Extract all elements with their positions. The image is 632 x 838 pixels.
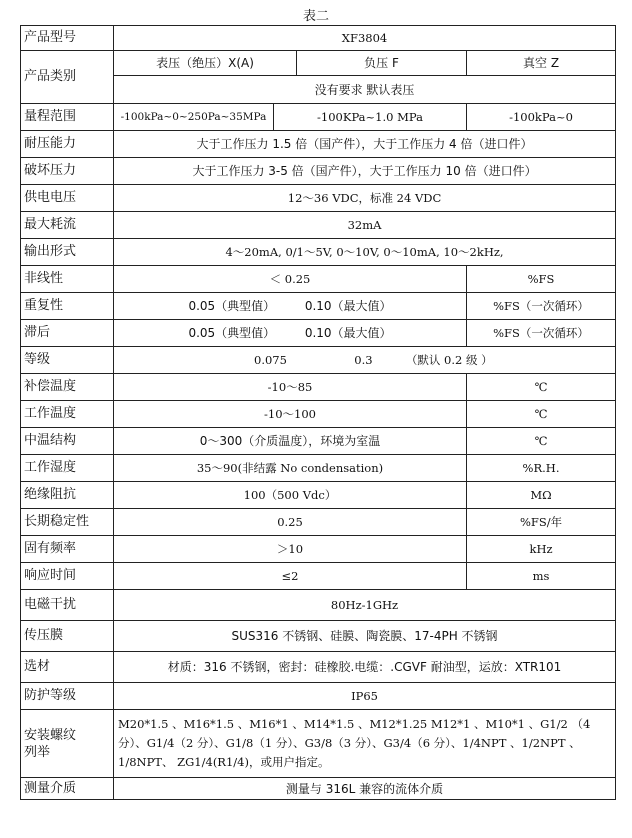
label-comp-temp: 补偿温度 bbox=[21, 374, 114, 401]
value-output: 4～20mA, 0/1～5V, 0～10V, 0～10mA, 10～2kHz, bbox=[114, 239, 616, 266]
value-nonlinearity: ＜ 0.25 bbox=[114, 266, 467, 293]
label-threads bbox=[21, 710, 114, 778]
range-gauge: -100kPa~0~250Pa~35MPa bbox=[114, 104, 274, 131]
hysteresis-typical: 0.05（典型值） bbox=[188, 326, 276, 340]
label-burst: 破坏压力 bbox=[21, 158, 114, 185]
repeatability-max: 0.10（最大值） bbox=[304, 299, 392, 313]
label-humidity: 工作湿度 bbox=[21, 455, 114, 482]
row-overload bbox=[21, 131, 616, 158]
value-insulation: 100（500 Vdc） bbox=[114, 482, 467, 509]
value-model: XF3804 bbox=[114, 26, 616, 51]
row-frequency bbox=[21, 536, 616, 563]
value-threads: M20*1.5 、M16*1.5 、M16*1 、M14*1.5 、M12*1.25 M12*1 、M10*1 、G1/2 （4 分）、G1/4（2 分）、G1/8（1 分）、G3/8（3 分）、G3/4（6 分）、1/4NPT 、1/2NPT 、1/8NPT、 ZG1/4(R1/4)，或用户指定。 bbox=[114, 710, 616, 778]
label-material: 选材 bbox=[21, 652, 114, 683]
grade-v3: （默认 0.2 级 ） bbox=[405, 353, 493, 367]
label-medium: 测量介质 bbox=[21, 778, 114, 800]
row-medium bbox=[21, 778, 616, 800]
value-supply: 12～36 VDC，标准 24 VDC bbox=[114, 185, 616, 212]
row-type-top bbox=[21, 51, 616, 76]
row-comp-temp bbox=[21, 374, 616, 401]
row-grade bbox=[21, 347, 616, 374]
value-repeatability bbox=[114, 293, 467, 320]
value-response: ≤2 bbox=[114, 563, 467, 590]
type-negative: 负压 F bbox=[297, 51, 467, 76]
value-overload: 大于工作压力 1.5 倍（国产件），大于工作压力 4 倍（进口件） bbox=[114, 131, 616, 158]
unit-hysteresis: %FS（一次循环） bbox=[467, 320, 616, 347]
label-emc: 电磁干扰 bbox=[21, 590, 114, 621]
table-title: 表二 bbox=[302, 9, 329, 24]
label-overload: 耐压能力 bbox=[21, 131, 114, 158]
row-range bbox=[21, 104, 616, 131]
label-supply: 供电电压 bbox=[21, 185, 114, 212]
value-stability: 0.25 bbox=[114, 509, 467, 536]
value-current: 32mA bbox=[114, 212, 616, 239]
row-mid-temp bbox=[21, 428, 616, 455]
label-mid-temp: 中温结构 bbox=[21, 428, 114, 455]
row-stability bbox=[21, 509, 616, 536]
value-protection: IP65 bbox=[114, 683, 616, 710]
grade-v2: 0.3 bbox=[354, 353, 373, 367]
unit-humidity: %R.H. bbox=[467, 455, 616, 482]
row-humidity bbox=[21, 455, 616, 482]
unit-work-temp: ℃ bbox=[467, 401, 616, 428]
label-type: 产品类别 bbox=[21, 51, 114, 104]
value-emc: 80Hz-1GHz bbox=[114, 590, 616, 621]
label-output: 输出形式 bbox=[21, 239, 114, 266]
label-insulation: 绝缘阻抗 bbox=[21, 482, 114, 509]
label-nonlinearity: 非线性 bbox=[21, 266, 114, 293]
row-work-temp bbox=[21, 401, 616, 428]
label-threads-line2: 列举 bbox=[24, 744, 51, 760]
value-mid-temp: 0～300（介质温度），环境为室温 bbox=[114, 428, 467, 455]
spec-table bbox=[20, 25, 616, 800]
label-range: 量程范围 bbox=[21, 104, 114, 131]
row-diaphragm bbox=[21, 621, 616, 652]
row-model bbox=[21, 26, 616, 51]
type-note: 没有要求 默认表压 bbox=[114, 76, 616, 104]
grade-v1: 0.075 bbox=[254, 353, 287, 367]
row-burst bbox=[21, 158, 616, 185]
label-protection: 防护等级 bbox=[21, 683, 114, 710]
value-grade bbox=[114, 347, 616, 374]
label-hysteresis: 滞后 bbox=[21, 320, 114, 347]
label-response: 响应时间 bbox=[21, 563, 114, 590]
value-hysteresis bbox=[114, 320, 467, 347]
type-gauge: 表压（绝压）X(A) bbox=[114, 51, 297, 76]
value-work-temp: -10～100 bbox=[114, 401, 467, 428]
row-current bbox=[21, 212, 616, 239]
value-burst: 大于工作压力 3-5 倍（国产件），大于工作压力 10 倍（进口件） bbox=[114, 158, 616, 185]
range-negative: -100KPa~1.0 MPa bbox=[274, 104, 467, 131]
unit-frequency: kHz bbox=[467, 536, 616, 563]
label-frequency: 固有频率 bbox=[21, 536, 114, 563]
row-hysteresis bbox=[21, 320, 616, 347]
row-protection bbox=[21, 683, 616, 710]
unit-comp-temp: ℃ bbox=[467, 374, 616, 401]
label-stability: 长期稳定性 bbox=[21, 509, 114, 536]
row-repeatability bbox=[21, 293, 616, 320]
value-frequency: ＞10 bbox=[114, 536, 467, 563]
label-current: 最大耗流 bbox=[21, 212, 114, 239]
unit-insulation: MΩ bbox=[467, 482, 616, 509]
label-model: 产品型号 bbox=[21, 26, 114, 51]
unit-mid-temp: ℃ bbox=[467, 428, 616, 455]
row-supply bbox=[21, 185, 616, 212]
label-grade: 等级 bbox=[21, 347, 114, 374]
value-material: 材质：316 不锈钢，密封：硅橡胶.电缆：.CGVF 耐油型，运放：XTR101 bbox=[114, 652, 616, 683]
unit-repeatability: %FS（一次循环） bbox=[467, 293, 616, 320]
hysteresis-max: 0.10（最大值） bbox=[304, 326, 392, 340]
label-diaphragm: 传压膜 bbox=[21, 621, 114, 652]
row-insulation bbox=[21, 482, 616, 509]
unit-nonlinearity: %FS bbox=[467, 266, 616, 293]
value-diaphragm: SUS316 不锈钢、硅膜、陶瓷膜、17-4PH 不锈钢 bbox=[114, 621, 616, 652]
row-output bbox=[21, 239, 616, 266]
label-work-temp: 工作温度 bbox=[21, 401, 114, 428]
row-emc bbox=[21, 590, 616, 621]
value-comp-temp: -10～85 bbox=[114, 374, 467, 401]
row-nonlinearity bbox=[21, 266, 616, 293]
label-threads-line1: 安装螺纹 bbox=[24, 727, 77, 743]
type-vacuum: 真空 Z bbox=[467, 51, 616, 76]
row-material bbox=[21, 652, 616, 683]
unit-stability: %FS/年 bbox=[467, 509, 616, 536]
range-vacuum: -100kPa~0 bbox=[467, 104, 616, 131]
value-humidity: 35～90(非结露 No condensation) bbox=[114, 455, 467, 482]
row-threads bbox=[21, 710, 616, 778]
label-repeatability: 重复性 bbox=[21, 293, 114, 320]
value-medium: 测量与 316L 兼容的流体介质 bbox=[114, 778, 616, 800]
row-response bbox=[21, 563, 616, 590]
repeatability-typical: 0.05（典型值） bbox=[188, 299, 276, 313]
unit-response: ms bbox=[467, 563, 616, 590]
